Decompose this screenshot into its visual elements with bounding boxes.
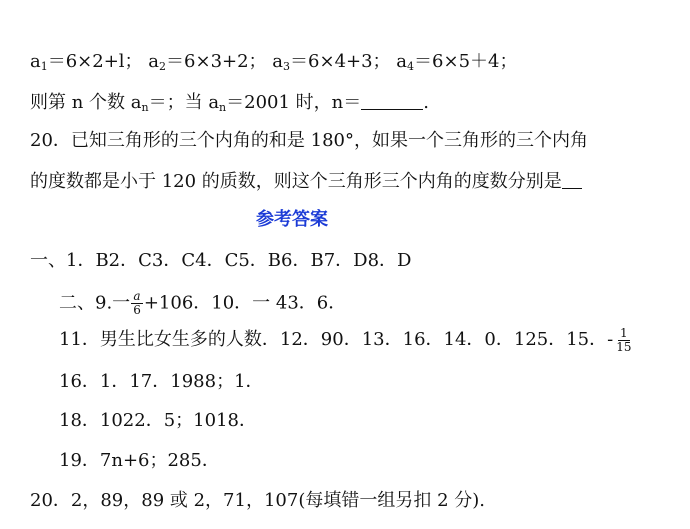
subscript: n: [219, 101, 227, 114]
answers-line-16: 16．1．17．1988；1．: [59, 371, 264, 392]
answers-part-1: 一、1．B2．C3．C4．C5．B6．B7．D8．D: [30, 250, 412, 271]
answer-blank: [562, 172, 582, 189]
subscript: 3: [283, 60, 291, 73]
answers-title: 参考答案: [256, 209, 328, 230]
subscript: n: [141, 101, 149, 114]
answers-line-20: 20．2，89，89 或 2，71，107(每填错一组另扣 2 分).: [30, 490, 485, 511]
question-20-line-1: 20．已知三角形的三个内角的和是 180°，如果一个三角形的三个内角: [30, 130, 588, 151]
nth-term-question-line: 则第 n 个数 $a_n=$；当 $a_n=2001$ 时，n＝ .: [30, 92, 429, 114]
answers-line-18: 18．1022．5；1018．: [59, 410, 257, 431]
question-20-line-2: 的度数都是小于 120 的质数，则这个三角形三个内角的度数分别是: [30, 171, 582, 193]
answer-blank: [361, 93, 423, 110]
subscript: 1: [40, 60, 48, 73]
answers-part-2: 二、9.一 $\frac{a}{6}$ +106．10．一 43．6．: [59, 289, 347, 317]
fraction: $\frac{1}{15}$: [616, 325, 632, 354]
subscript: 4: [407, 60, 415, 73]
sequence-examples-line: $a_1=6\times 2+l$； $a_2=6\times 3+2$； $a_3=6\times 4+3$； $a_4=6\times 5+4$；: [30, 51, 518, 73]
answers-line-19: 19．7n+6；285．: [59, 450, 220, 471]
subscript: 2: [159, 60, 167, 73]
answers-line-11: 11．男生比女生多的人数．12．90．13．16．14．0．125．15．- $\frac{1}{15}$: [59, 325, 632, 354]
fraction: $\frac{a}{6}$: [133, 289, 141, 317]
